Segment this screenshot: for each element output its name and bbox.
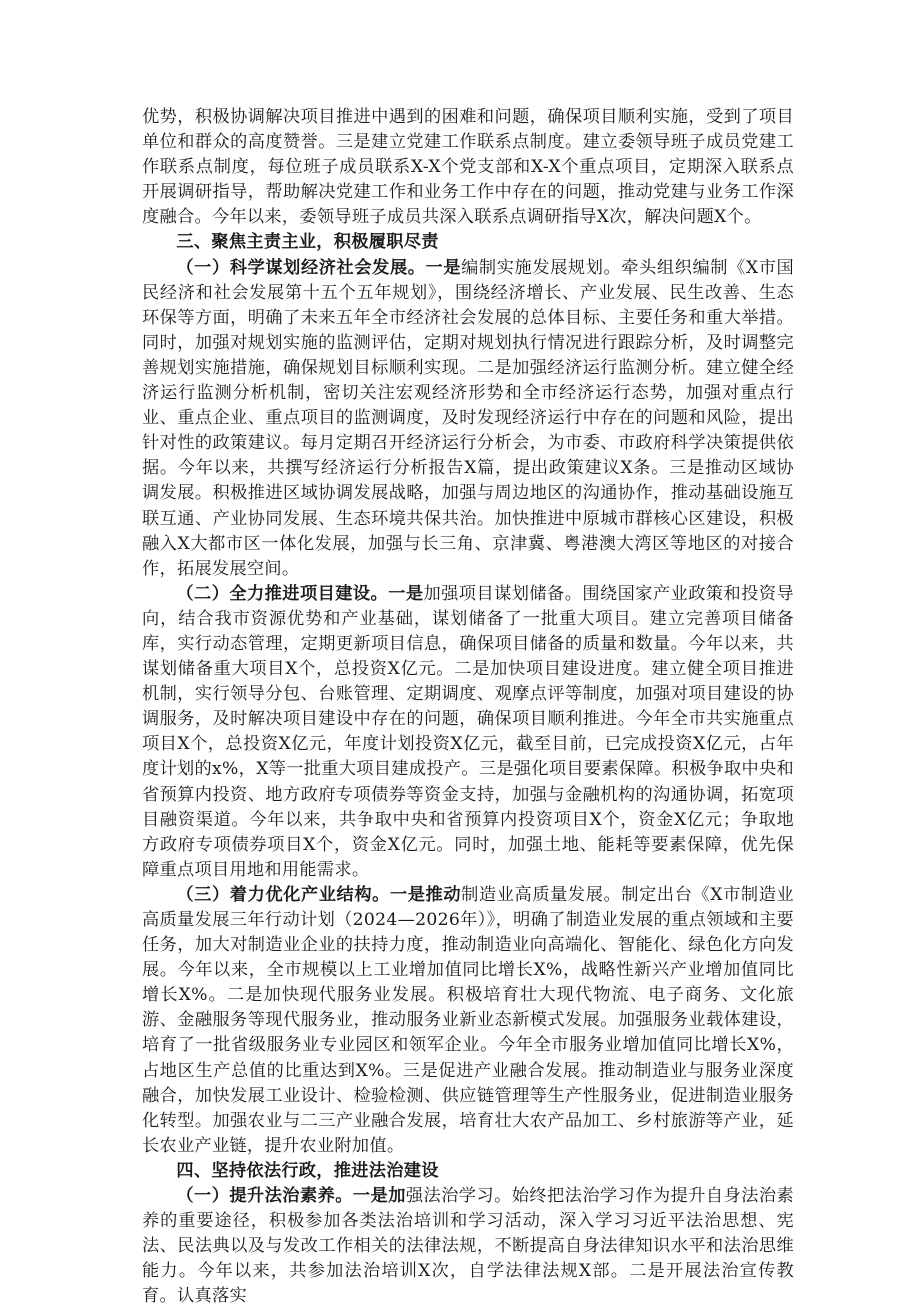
- section-heading-3: 三、聚焦主责主业，积极履职尽责: [176, 232, 439, 253]
- subheading-lead: （一）提升法治素养。一是加: [176, 1186, 406, 1207]
- paragraph-body: 制造业高质量发展。制定出台《X市制造业高质量发展三年行动计划（2024—2026年）》，明确了制造业发展的重点领域和主要任务，加大对制造业企业的扶持力度，推动制造业向高端化、智能化、绿色化方向发展。今年以来，全市规模以上工业增加值同比增长X%，战略性新兴产业增加值同比增长X%。二是加快现代服务业发展。积极培育壮大现代物流、电子商务、文化旅游、金融服务等现代服务业，推动服务业新业态新模式发展。加强服务业载体建设，培育了一批省级服务业专业园区和领军企业。今年全市服务业增加值同比增长X%，占地区生产总值的比重达到X%。三是促进产业融合发展。推动制造业与服务业深度融合，加快发展工业设计、检验检测、供应链管理等生产性服务业，促进制造业服务化转型。加强农业与二三产业融合发展，培育壮大农产品加工、乡村旅游等产业，延长农业产业链，提升农业附加值。: [142, 884, 795, 1156]
- paragraph-legal-literacy: [142, 1184, 794, 1309]
- section-heading-4: 四、坚持依法行政，推进法治建设: [176, 1160, 439, 1181]
- subheading-lead: （三）着力优化产业结构。一是推动: [176, 884, 462, 905]
- document-page: [142, 105, 794, 1310]
- paragraph-body: 编制实施发展规划。牵头组织编制《X市国民经济和社会发展第十五个五年规划》，围绕经济增长、产业发展、民生改善、生态环保等方面，明确了未来五年全市经济社会发展的总体目标、主要任务和重大举措。同时，加强对规划实施的监测评估，定期对规划执行情况进行跟踪分析，及时调整完善规划实施措施，确保规划目标顺利实现。二是加强经济运行监测分析。建立健全经济运行监测分析机制，密切关注宏观经济形势和全市经济运行态势，加强对重点行业、重点企业、重点项目的监测调度，及时发现经济运行中存在的问题和风险，提出针对性的政策建议。每月定期召开经济运行分析会，为市委、市政府科学决策提供依据。今年以来，共撰写经济运行分析报告X篇，提出政策建议X条。三是推动区域协调发展。积极推进区域协调发展战略，加强与周边地区的沟通协作，推动基础设施互联互通、产业协同发展、生态环境共保共治。加快推进中原城市群核心区建设，积极融入X大都市区一体化发展，加强与长三角、京津冀、粤港澳大湾区等地区的对接合作，拓展发展空间。: [142, 257, 795, 579]
- subheading-lead: （一）科学谋划经济社会发展。一是: [176, 257, 462, 278]
- paragraph-industrial-structure: [142, 883, 794, 1159]
- paragraph-project-construction: [142, 582, 794, 883]
- paragraph-party-building-contact-points: 优势，积极协调解决项目推进中遇到的困难和问题，确保项目顺利实施，受到了项目单位和群众的高度赞誉。三是建立党建工作联系点制度。建立委领导班子成员党建工作联系点制度，每位班子成员联系X-X个党支部和X-X个重点项目，定期深入联系点开展调研指导，帮助解决党建工作和业务工作中存在的问题，推动党建与业务工作深度融合。今年以来，委领导班子成员共深入联系点调研指导X次，解决问题X个。: [142, 107, 794, 228]
- paragraph-body: 加强项目谋划储备。围绕国家产业政策和投资导向，结合我市资源优势和产业基础，谋划储备了一批重大项目。建立完善项目储备库，实行动态管理，定期更新项目信息，确保项目储备的质量和数量。今年以来，共谋划储备重大项目X个，总投资X亿元。二是加快项目建设进度。建立健全项目推进机制，实行领导分包、台账管理、定期调度、观摩点评等制度，加强对项目建设的协调服务，及时解决项目建设中存在的问题，确保项目顺利推进。今年全市共实施重点项目X个，总投资X亿元，年度计划投资X亿元，截至目前，已完成投资X亿元，占年度计划的x%，X等一批重大项目建成投产。三是强化项目要素保障。积极争取中央和省预算内投资、地方政府专项债券等资金支持，加强与金融机构的沟通协调，拓宽项目融资渠道。今年以来，共争取中央和省预算内投资项目X个，资金X亿元；争取地方政府专项债券项目X个，资金X亿元。同时，加强土地、能耗等要素保障，优先保障重点项目用地和用能需求。: [142, 583, 794, 880]
- paragraph-body: 强法治学习。始终把法治学习作为提升自身法治素养的重要途径，积极参加各类法治培训和学习活动，深入学习习近平法治思想、宪法、民法典以及与发改工作相关的法律法规，不断提高自身法律知识水平和法治思维能力。今年以来，共参加法治培训X次，自学法律法规X部。二是开展法治宣传教育。认真落实: [142, 1186, 795, 1307]
- paragraph-economic-planning: [142, 256, 794, 582]
- subheading-lead: （二）全力推进项目建设。一是: [176, 583, 424, 604]
